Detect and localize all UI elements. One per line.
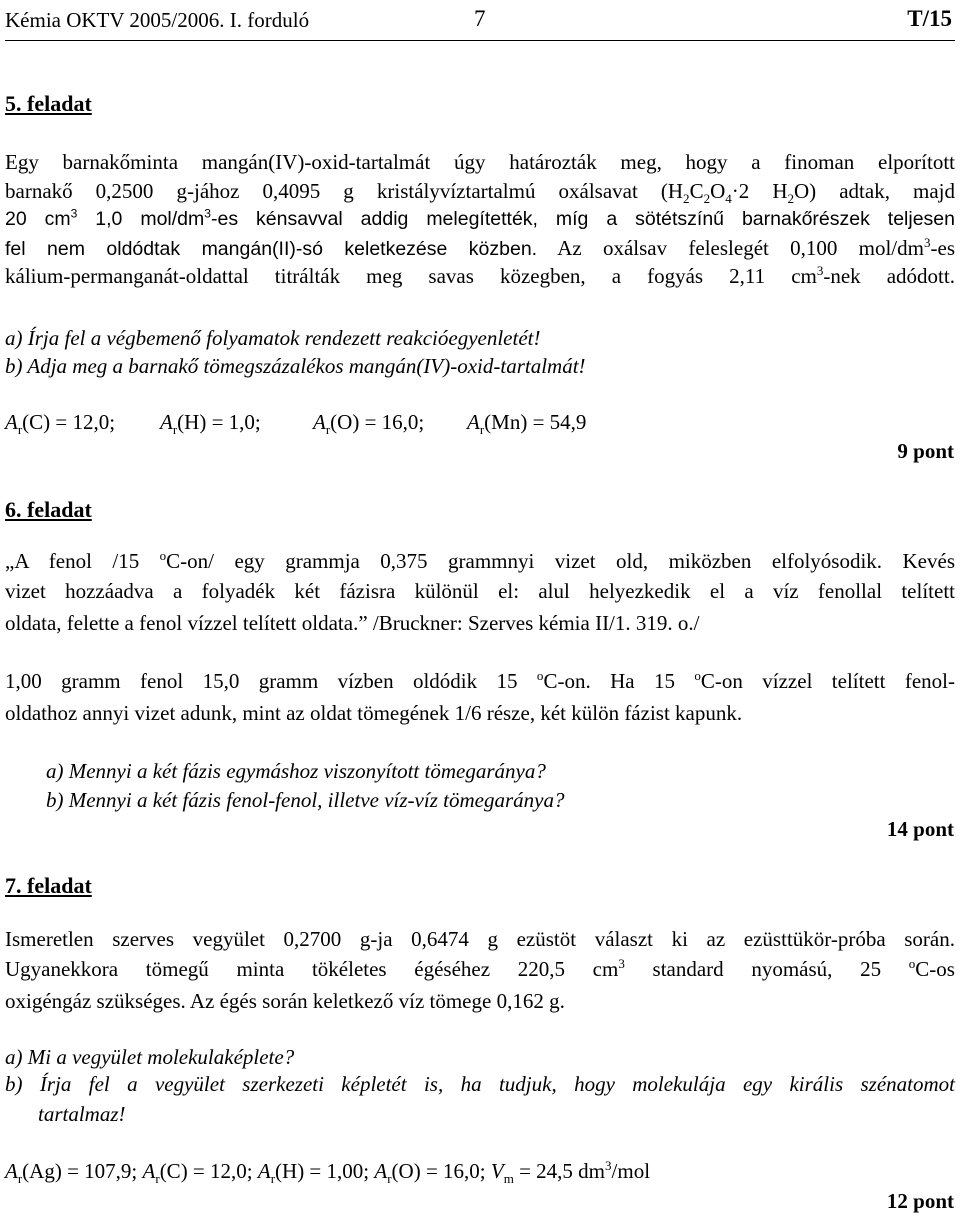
task7-text <box>5 929 955 989</box>
task5-mass-mn: $A_r(Mn) = 54,9$ <box>467 410 587 438</box>
task6-points: 14 pont <box>886 817 954 841</box>
task7-question-b-line1: b) Írja fel a vegyület szerkezeti képletét is, ha tudjuk, hogy molekulája egy királis szénatomot <box>5 1072 955 1096</box>
task6-quote-line3: oldata, felette a fenol vízzel telített oldata.” /Bruckner: Szerves kémia II/1. 319. o./ <box>5 611 700 635</box>
task5-intro-line1: Egy barnakőminta mangán(IV)-oxid-tartalmát úgy határozták meg, hogy a finoman elporított <box>5 150 955 174</box>
task5-intro-line3: 20 $cm^3$ 1,0 mol/$dm^3-es$ kénsavval addig melegítették, míg a sötétszínű barnakőrészek teljesen <box>5 206 955 230</box>
task6-text <box>5 668 955 701</box>
task5-mass-c: $A_r(C) = 12,0$; <box>5 410 116 438</box>
task5-intro-line5: kálium-permanganát-oldattal titrálták meg savas közegben, a fogyás 2,11 $cm^3$-nek adódott. <box>5 263 955 288</box>
header-rule <box>5 40 955 41</box>
task6-question-b: b) Mennyi a két fázis fenol-fenol, illetve víz-víz tömegaránya? <box>46 788 565 812</box>
task6-text-line2: oldathoz annyi vizet adunk, mint az oldat tömegének 1/6 része, két külön fázist kapunk. <box>5 701 743 725</box>
task7-points: 12 pont <box>886 1189 954 1213</box>
task6-quote-line2: vizet hozzáadva a folyadék két fázisra különül el: alul helyezkedik el a víz fenollal telített <box>5 579 955 603</box>
task7-text-line2: Ugyanekkora tömegű minta tökéletes égéséhez 220,5 $cm^3$ standard nyomású, 25 $^o$C-os <box>5 956 955 981</box>
task6-title: 6. feladat <box>5 497 92 522</box>
task7-text-line3: oxigéngáz szükséges. Az égés során keletkező víz tömege 0,162 g. <box>5 989 565 1013</box>
task7-text-line1: Ismeretlen szerves vegyület 0,2700 g-ja 0,6474 g ezüstöt választ ki az ezüsttükör-próba során. <box>5 927 955 951</box>
header-code: T/15 <box>907 6 952 31</box>
task5-points: 9 pont <box>897 439 954 463</box>
task5-intro-line4: fel nem oldódtak mangán(II)-só keletkezése közben. Az oxálsav feleslegét 0,100 mol/$dm^3-es$ <box>5 235 955 260</box>
task7-title: 7. feladat <box>5 873 92 898</box>
task5-intro <box>5 152 955 294</box>
task6-quote-line1: „A fenol /15 $^o$C-on/ egy grammja 0,375 grammnyi vizet old, miközben elfolyósodik. Kevés <box>5 548 955 573</box>
task6-question-a: a) Mennyi a két fázis egymáshoz viszonyított tömegaránya? <box>46 759 546 783</box>
task7-question-b-line2: tartalmaz! <box>38 1102 126 1126</box>
task5-mass-h: $A_r(H) = 1,0$; <box>160 410 261 438</box>
header-title: Kémia OKTV 2005/2006. I. forduló <box>5 8 310 32</box>
task5-question-a: a) Írja fel a végbemenő folyamatok rendezett reakcióegyenletét! <box>5 326 541 350</box>
task6-quote <box>5 548 955 611</box>
task7-question-b <box>5 1074 955 1102</box>
task5-mass-o: $A_r(O) = 16,0$; <box>313 410 425 438</box>
task7-constants: $A_r(Ag) = 107,9$; $A_r(C) = 12,0$; $A_r(H) = 1,00$; $A_r(O) = 16,0$; $V_m = 24,5$ $dm^3$/mol <box>5 1158 651 1187</box>
task7-question-a: a) Mi a vegyület molekulaképlete? <box>5 1045 295 1069</box>
task6-text-line1: 1,00 gramm fenol 15,0 gramm vízben oldódik 15 $^o$C-on. Ha 15 $^o$C-on vízzel telített fenol- <box>5 668 955 693</box>
page-number: 7 <box>474 6 486 31</box>
task5-question-b: b) Adja meg a barnakő tömegszázalékos mangán(IV)-oxid-tartalmát! <box>5 354 586 378</box>
task5-intro-line2: barnakő 0,2500 g-jához 0,4095 g kristályvíztartalmú oxálsavat ($H_2C_2O_4\cdot 2$ $H_2O$) adtak, majd <box>5 179 955 207</box>
task5-title: 5. feladat <box>5 91 92 116</box>
